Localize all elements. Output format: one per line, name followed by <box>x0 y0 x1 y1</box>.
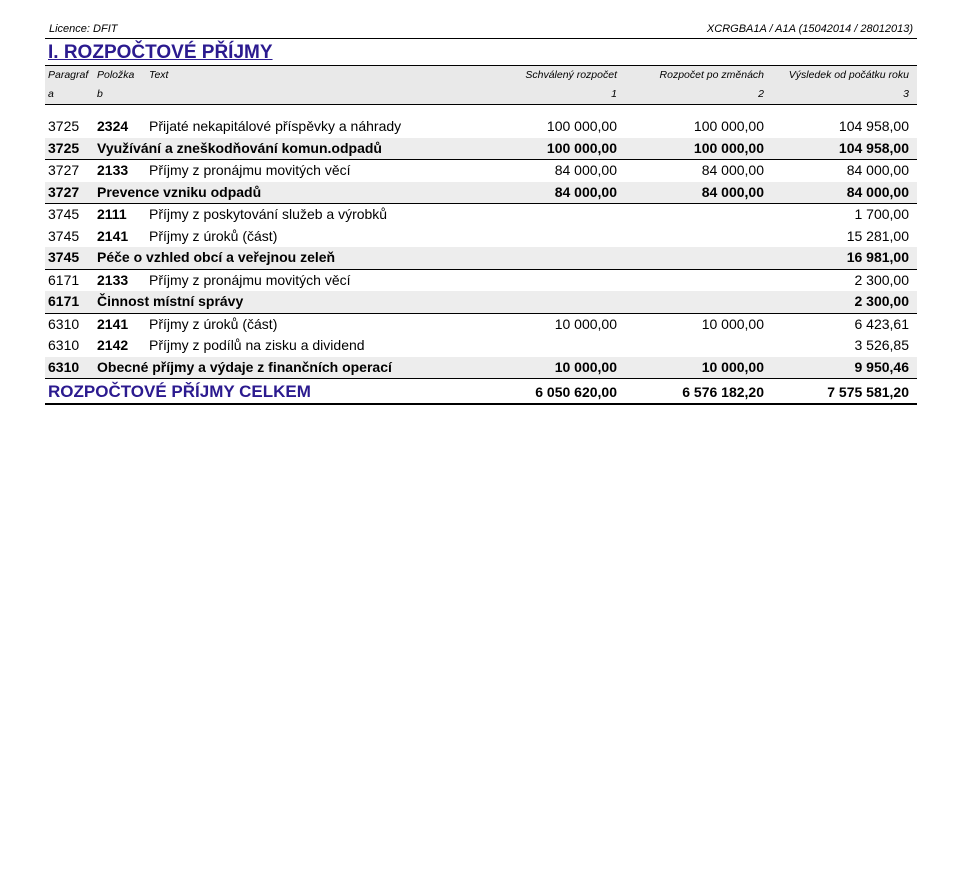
cell-po-zmenach <box>621 270 768 292</box>
cell-paragraf: 3745 <box>48 227 80 244</box>
licence-label: Licence: DFIT <box>49 23 118 35</box>
cell-schvaleny: 100 000,00 <box>546 118 617 134</box>
table-row <box>45 335 917 357</box>
cell-schvaleny: 84 000,00 <box>554 183 617 200</box>
subtotal-row <box>45 291 917 314</box>
col-index-a: a <box>48 88 54 100</box>
cell-schvaleny: 84 000,00 <box>554 162 617 178</box>
cell-polozka: 2111 <box>97 206 127 222</box>
report-code: XCRGBA1A / A1A (15042014 / 28012013) <box>706 23 913 35</box>
cell-po-zmenach <box>621 247 768 269</box>
col-header-schvaleny: Schválený rozpočet <box>525 69 617 81</box>
cell-paragraf: 3727 <box>48 162 80 178</box>
cell-po-zmenach <box>621 204 768 226</box>
table-row <box>45 116 917 138</box>
cell-text: Přijaté nekapitálové příspěvky a náhrady <box>149 118 402 134</box>
cell-vysledek: 3 526,85 <box>854 337 909 353</box>
total-vysledek: 7 575 581,20 <box>827 384 909 400</box>
col-header-polozka: Položka <box>97 69 135 81</box>
cell-paragraf: 3745 <box>48 249 80 265</box>
cell-po-zmenach <box>621 291 768 313</box>
cell-schvaleny <box>471 335 621 357</box>
cell-vysledek: 6 423,61 <box>854 315 909 332</box>
table-row <box>45 204 917 226</box>
col-header-po-zmenach: Rozpočet po změnách <box>659 69 764 81</box>
cell-po-zmenach: 10 000,00 <box>701 315 764 332</box>
cell-po-zmenach: 100 000,00 <box>693 139 764 156</box>
section-title: I. ROZPOČTOVÉ PŘÍJMY <box>45 39 917 66</box>
cell-text: Prevence vzniku odpadů <box>97 183 262 200</box>
header-spacer <box>45 105 917 116</box>
table-header <box>45 66 917 105</box>
col-index-text <box>149 85 471 104</box>
table-row <box>45 226 917 248</box>
table-row <box>45 270 917 292</box>
cell-paragraf: 3727 <box>48 183 80 200</box>
table-header-indexes <box>45 85 917 104</box>
subtotal-row <box>45 247 917 270</box>
subtotal-row <box>45 138 917 161</box>
cell-polozka: 2133 <box>97 162 129 178</box>
cell-polozka: 2141 <box>97 227 129 244</box>
table-row <box>45 314 917 336</box>
col-header-paragraf: Paragraf <box>48 69 89 81</box>
cell-paragraf: 6310 <box>48 358 80 375</box>
cell-paragraf: 3725 <box>48 139 80 156</box>
page-header-line <box>45 22 917 39</box>
cell-schvaleny <box>471 247 621 269</box>
cell-po-zmenach: 10 000,00 <box>701 358 764 375</box>
cell-schvaleny: 100 000,00 <box>546 139 617 156</box>
cell-vysledek: 9 950,46 <box>854 358 909 375</box>
cell-vysledek: 104 958,00 <box>838 139 909 156</box>
cell-vysledek: 84 000,00 <box>846 183 909 200</box>
cell-text: Péče o vzhled obcí a veřejnou zeleň <box>97 249 336 265</box>
cell-po-zmenach: 100 000,00 <box>693 118 764 134</box>
cell-paragraf: 6310 <box>48 337 80 353</box>
subtotal-row <box>45 182 917 205</box>
cell-po-zmenach <box>621 335 768 357</box>
cell-vysledek: 1 700,00 <box>854 206 909 222</box>
cell-text: Příjmy z pronájmu movitých věcí <box>149 271 351 288</box>
cell-paragraf: 6171 <box>48 271 80 288</box>
cell-po-zmenach: 84 000,00 <box>701 183 764 200</box>
cell-paragraf: 6310 <box>48 315 80 332</box>
cell-polozka: 2324 <box>97 118 129 134</box>
cell-po-zmenach: 84 000,00 <box>701 162 764 178</box>
cell-vysledek: 2 300,00 <box>854 271 909 288</box>
cell-paragraf: 3745 <box>48 206 80 222</box>
table-header-labels <box>45 66 917 85</box>
table-body <box>45 116 917 379</box>
report-page <box>45 22 917 405</box>
cell-polozka: 2142 <box>97 337 129 353</box>
col-index-b: b <box>97 88 103 100</box>
col-header-text: Text <box>149 69 169 81</box>
cell-text: Činnost místní správy <box>97 293 244 309</box>
col-index-1: 1 <box>611 88 617 100</box>
cell-schvaleny <box>471 270 621 292</box>
cell-vysledek: 2 300,00 <box>854 293 909 309</box>
cell-text: Příjmy z úroků (část) <box>149 227 278 244</box>
cell-text: Příjmy z podílů na zisku a dividend <box>149 337 365 353</box>
cell-polozka: 2133 <box>97 271 129 288</box>
col-index-2: 2 <box>758 88 764 100</box>
cell-vysledek: 104 958,00 <box>838 118 909 134</box>
cell-vysledek: 16 981,00 <box>846 249 909 265</box>
cell-text: Příjmy z pronájmu movitých věcí <box>149 162 351 178</box>
cell-text: Využívání a zneškodňování komun.odpadů <box>97 139 382 156</box>
cell-schvaleny: 10 000,00 <box>554 358 617 375</box>
cell-vysledek: 15 281,00 <box>846 227 909 244</box>
total-row <box>45 379 917 405</box>
total-po-zmenach: 6 576 182,20 <box>682 384 764 400</box>
cell-schvaleny <box>471 204 621 226</box>
total-label: ROZPOČTOVÉ PŘÍJMY CELKEM <box>48 382 311 401</box>
cell-vysledek: 84 000,00 <box>846 162 909 178</box>
col-index-3: 3 <box>903 88 909 100</box>
cell-schvaleny <box>471 226 621 248</box>
cell-paragraf: 6171 <box>48 293 80 309</box>
cell-polozka: 2141 <box>97 315 129 332</box>
cell-po-zmenach <box>621 226 768 248</box>
table-row <box>45 160 917 182</box>
cell-paragraf: 3725 <box>48 118 80 134</box>
cell-text: Obecné příjmy a výdaje z finančních operací <box>97 358 392 375</box>
subtotal-row <box>45 357 917 380</box>
col-header-vysledek: Výsledek od počátku roku <box>788 69 909 81</box>
total-schvaleny: 6 050 620,00 <box>535 384 617 400</box>
cell-text: Příjmy z úroků (část) <box>149 315 278 332</box>
cell-text: Příjmy z poskytování služeb a výrobků <box>149 206 388 222</box>
cell-schvaleny <box>471 291 621 313</box>
cell-schvaleny: 10 000,00 <box>554 315 617 332</box>
